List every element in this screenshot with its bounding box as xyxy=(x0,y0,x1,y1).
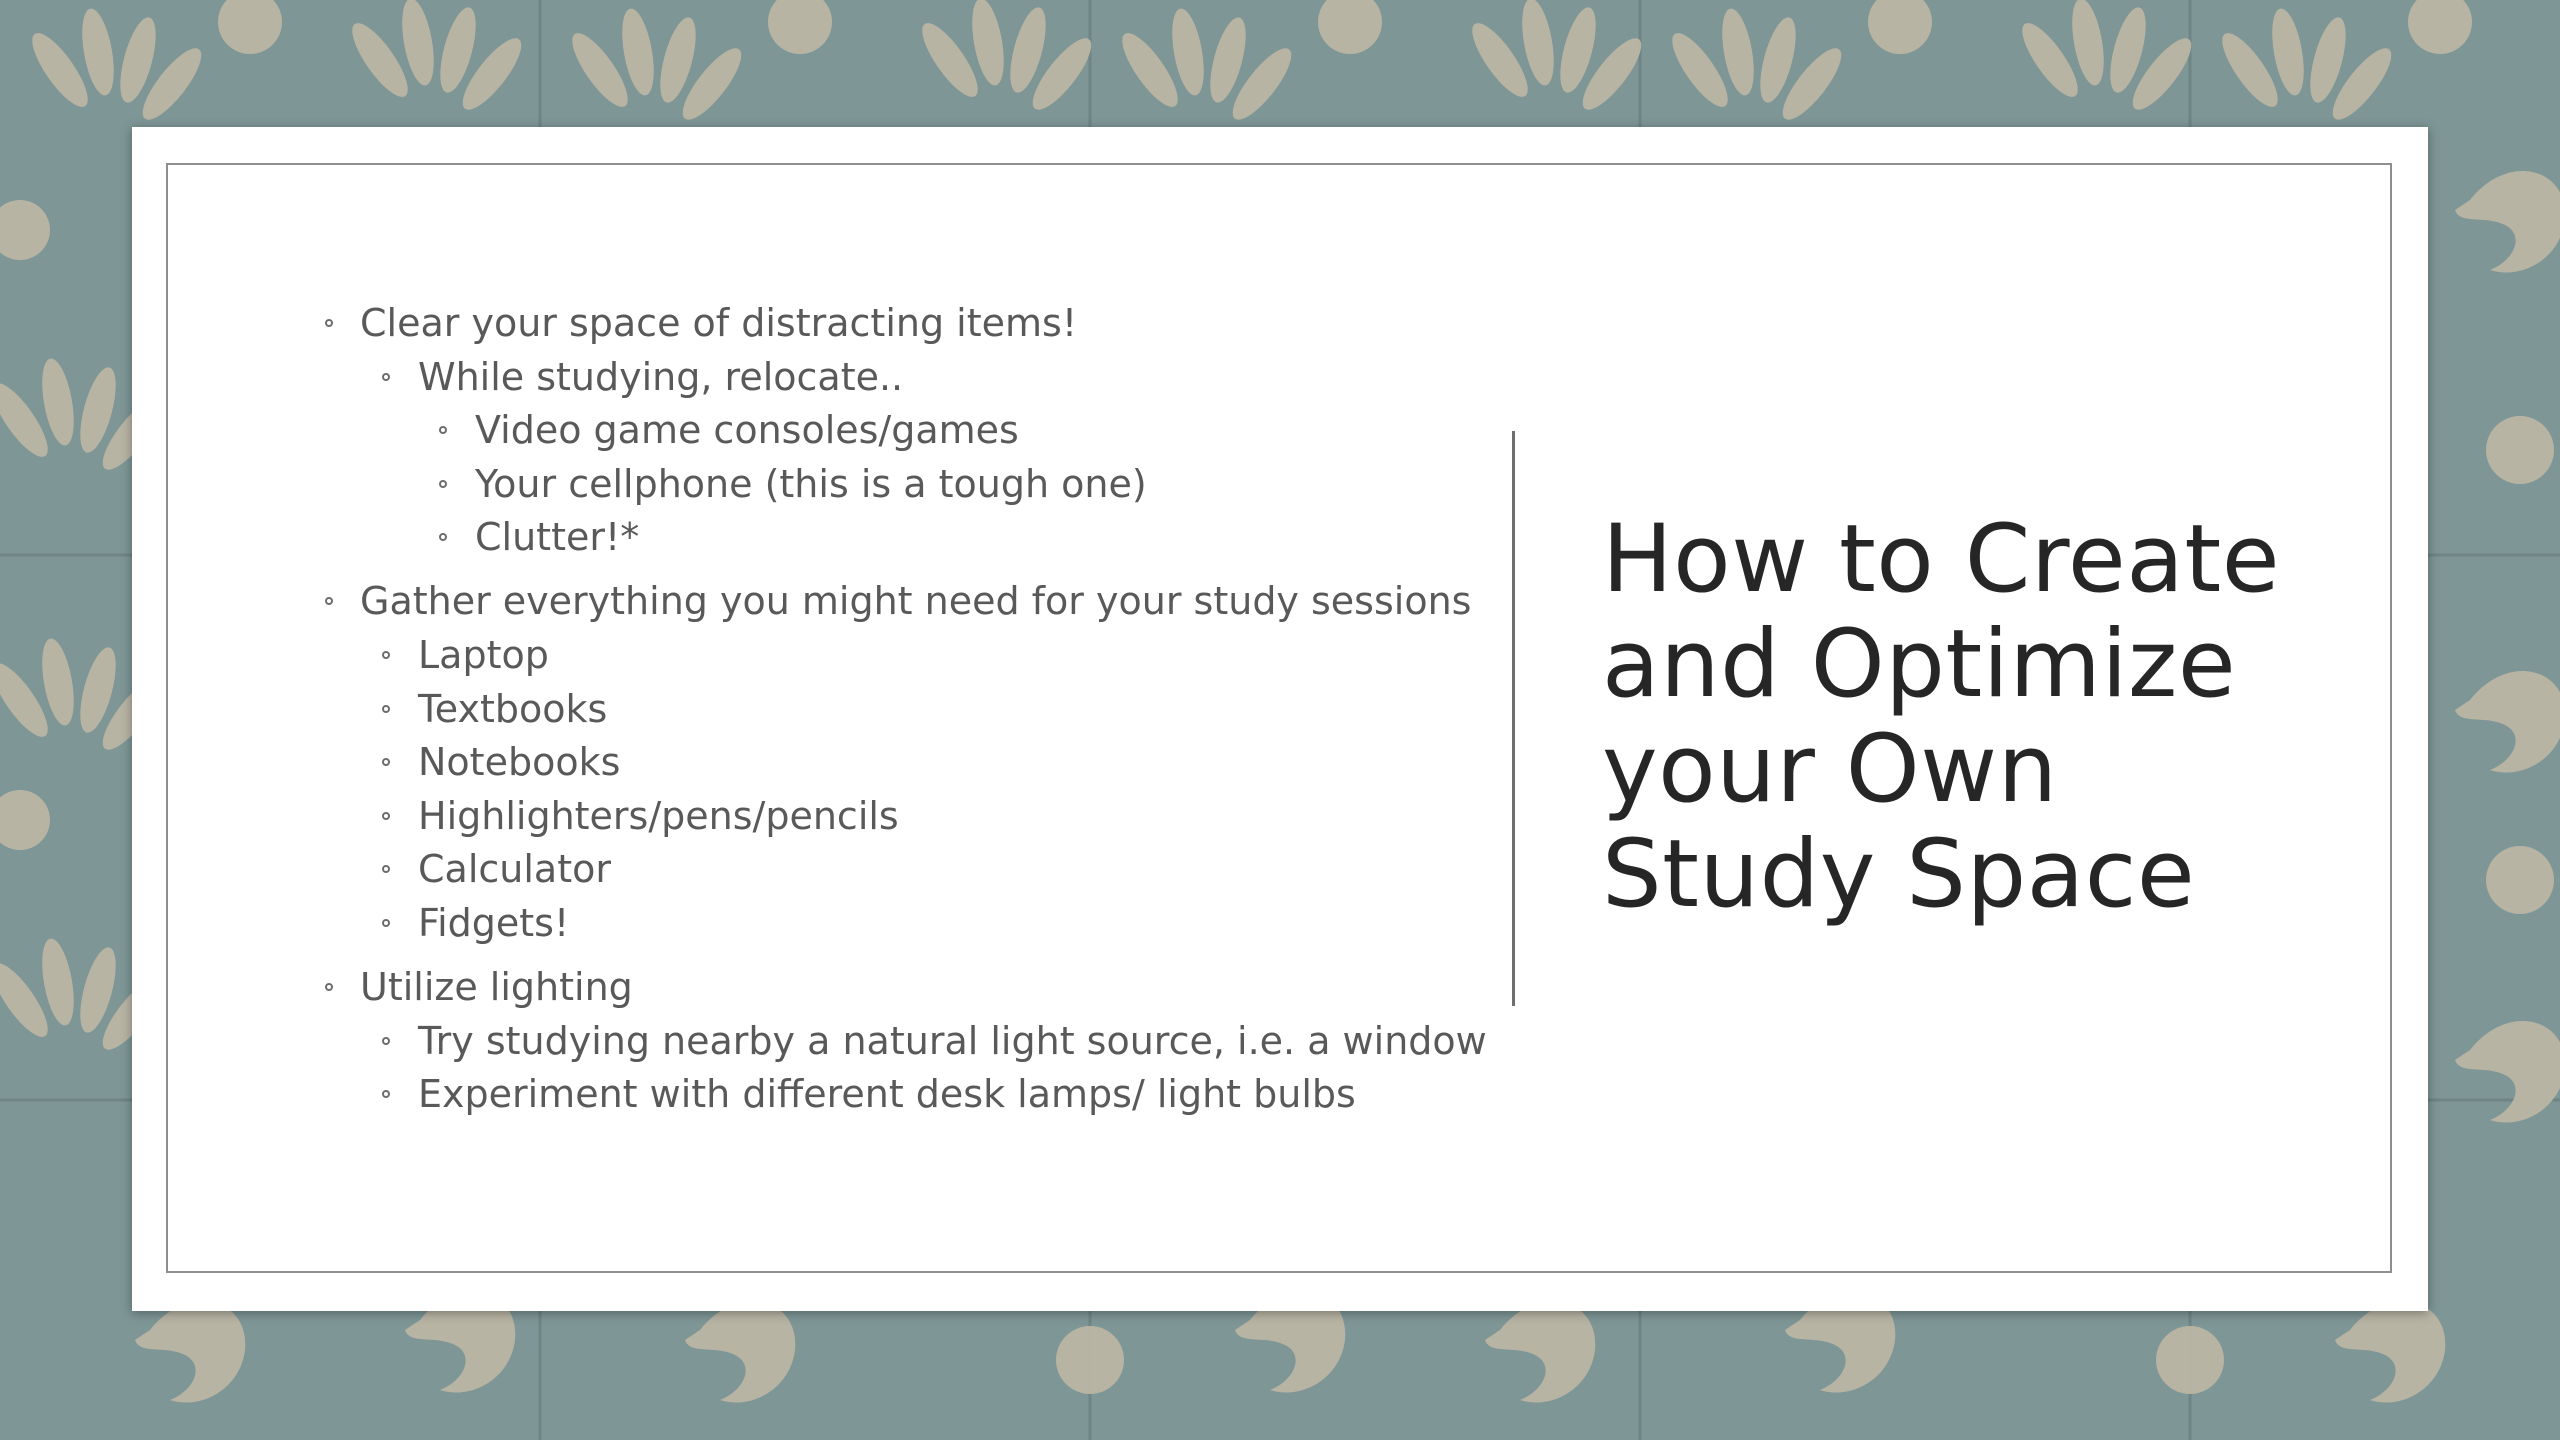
bullet-text: Clear your space of distracting items! xyxy=(360,301,1078,345)
bullet-icon xyxy=(382,812,390,820)
bullet-text: Fidgets! xyxy=(418,901,570,946)
list-item xyxy=(320,458,1580,512)
list-item xyxy=(320,683,1580,737)
list-item xyxy=(320,843,1580,897)
bullet-text: Experiment with different desk lamps/ light bulbs xyxy=(418,1072,1356,1117)
list-item xyxy=(320,511,1580,565)
bullet-text: Notebooks xyxy=(418,740,621,785)
bullet-text: Try studying nearby a natural light source, i.e. a window xyxy=(418,1018,1487,1063)
bullet-text: Laptop xyxy=(418,633,549,678)
bullet-list xyxy=(320,297,1580,1122)
list-item xyxy=(320,1015,1580,1069)
vertical-divider xyxy=(1512,431,1515,1006)
bullet-text: Calculator xyxy=(418,847,611,892)
bullet-text: Gather everything you might need for your study sessions xyxy=(360,579,1472,624)
list-item xyxy=(320,404,1580,458)
bullet-text: Utilize lighting xyxy=(360,965,633,1010)
presentation-slide xyxy=(132,127,2428,1311)
bullet-icon xyxy=(382,865,390,873)
list-item xyxy=(320,790,1580,844)
bullet-icon xyxy=(439,426,447,434)
bullet-icon xyxy=(382,758,390,766)
list-item xyxy=(320,961,1580,1015)
bullet-icon xyxy=(382,373,390,381)
bullet-text: Clutter!* xyxy=(475,515,640,560)
slide-title: How to Create and Optimize your Own Study Space xyxy=(1602,505,2281,929)
bullet-icon xyxy=(382,1090,390,1098)
bullet-icon xyxy=(382,919,390,927)
list-item xyxy=(320,736,1580,790)
list-item xyxy=(320,897,1580,951)
list-item xyxy=(320,351,1580,405)
bullet-icon xyxy=(439,533,447,541)
list-item xyxy=(320,1068,1580,1122)
bullet-icon xyxy=(439,480,447,488)
bullet-text: While studying, relocate.. xyxy=(418,354,904,399)
bullet-icon xyxy=(325,597,333,605)
bullet-text: Video game consoles/games xyxy=(475,408,1019,453)
slide-body-text xyxy=(320,297,1580,1122)
list-item xyxy=(320,575,1580,629)
bullet-icon xyxy=(382,1037,390,1045)
bullet-text: Your cellphone (this is a tough one) xyxy=(475,461,1147,506)
bullet-icon xyxy=(325,319,333,327)
list-item xyxy=(320,629,1580,683)
bullet-icon xyxy=(325,983,333,991)
bullet-icon xyxy=(382,705,390,713)
list-item xyxy=(320,297,1580,351)
bullet-text: Textbooks xyxy=(418,686,608,731)
bullet-text: Highlighters/pens/pencils xyxy=(418,793,899,838)
bullet-icon xyxy=(382,651,390,659)
